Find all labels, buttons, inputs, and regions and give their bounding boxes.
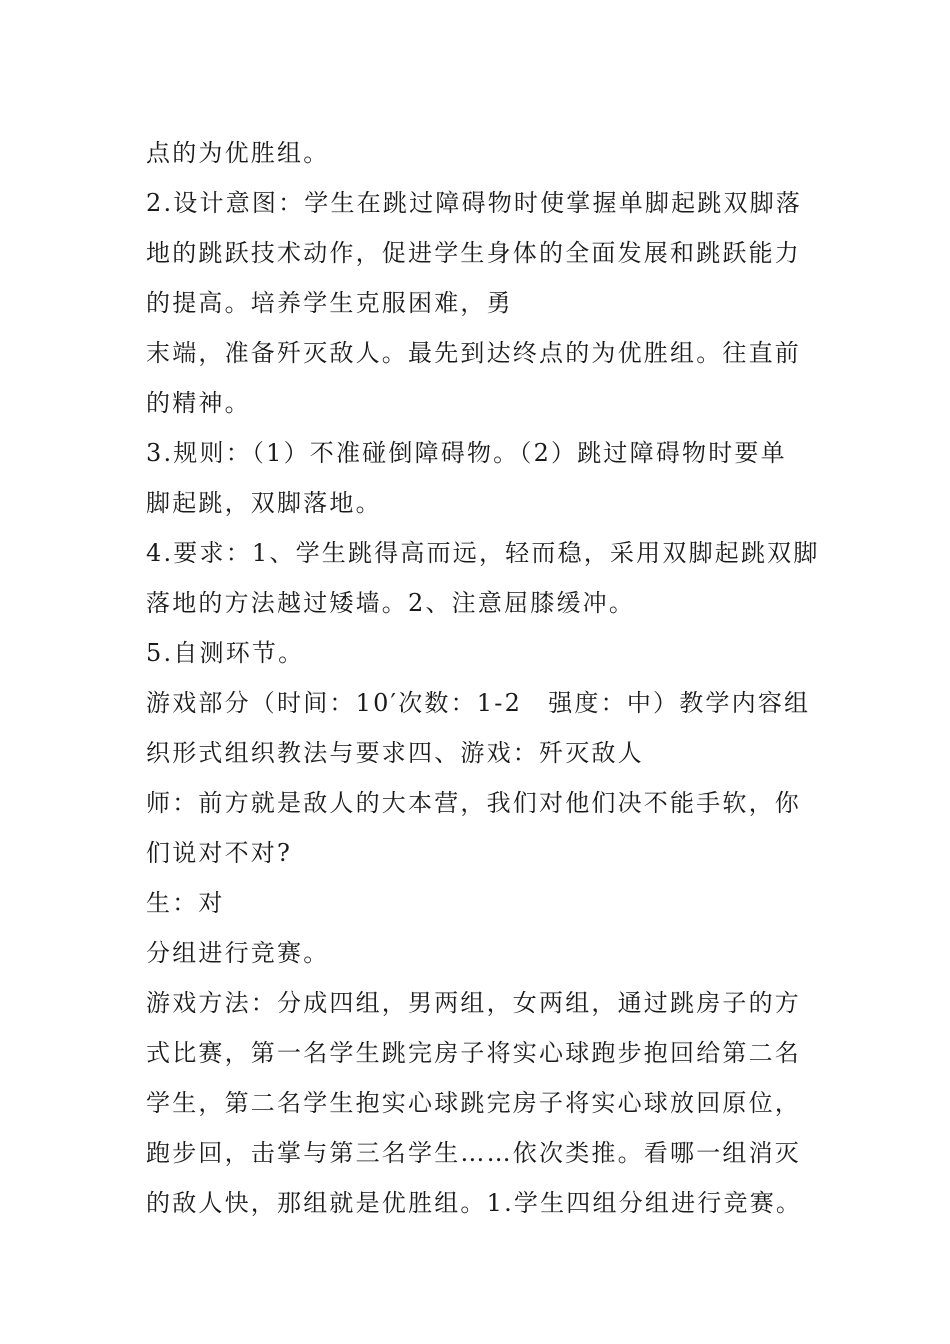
text-line: 师：前方就是敌人的大本营，我们对他们决不能手软，你 xyxy=(146,789,801,817)
text-line: 地的跳跃技术动作，促进学生身体的全面发展和跳跃能力 xyxy=(146,239,801,267)
text-line: 的提高。培养学生克服困难，勇 xyxy=(146,289,513,317)
text-line: 落地的方法越过矮墙。2、注意屈膝缓冲。 xyxy=(146,589,636,617)
text-line: 3.规则：（1）不准碰倒障碍物。（2）跳过障碍物时要单 xyxy=(146,439,787,467)
text-line: 织形式组织教法与要求四、游戏：歼灭敌人 xyxy=(146,739,644,767)
text-line: 点的为优胜组。 xyxy=(146,139,330,167)
text-line: 学生，第二名学生抱实心球跳完房子将实心球放回原位， xyxy=(146,1089,801,1117)
text-line: 的敌人快，那组就是优胜组。1.学生四组分组进行竞赛。 xyxy=(146,1189,803,1217)
text-line: 的精神。 xyxy=(146,389,251,417)
text-line: 生：对 xyxy=(146,889,225,917)
text-line: 分组进行竞赛。 xyxy=(146,939,330,967)
text-line: 5.自测环节。 xyxy=(146,639,305,667)
text-line: 游戏部分（时间：10′次数：1-2 强度：中）教学内容组 xyxy=(146,689,811,717)
text-line: 式比赛，第一名学生跳完房子将实心球跑步抱回给第二名 xyxy=(146,1039,801,1067)
text-line: 4.要求：1、学生跳得高而远，轻而稳，采用双脚起跳双脚 xyxy=(146,539,820,567)
text-line: 们说对不对? xyxy=(146,839,293,867)
text-line: 末端，准备歼灭敌人。最先到达终点的为优胜组。往直前 xyxy=(146,339,801,367)
text-line: 2.设计意图：学生在跳过障碍物时使掌握单脚起跳双脚落 xyxy=(146,189,803,217)
text-line: 跑步回，击掌与第三名学生……依次类推。看哪一组消灭 xyxy=(146,1139,801,1167)
text-line: 脚起跳，双脚落地。 xyxy=(146,489,382,517)
text-line: 游戏方法：分成四组，男两组，女两组，通过跳房子的方 xyxy=(146,989,801,1017)
